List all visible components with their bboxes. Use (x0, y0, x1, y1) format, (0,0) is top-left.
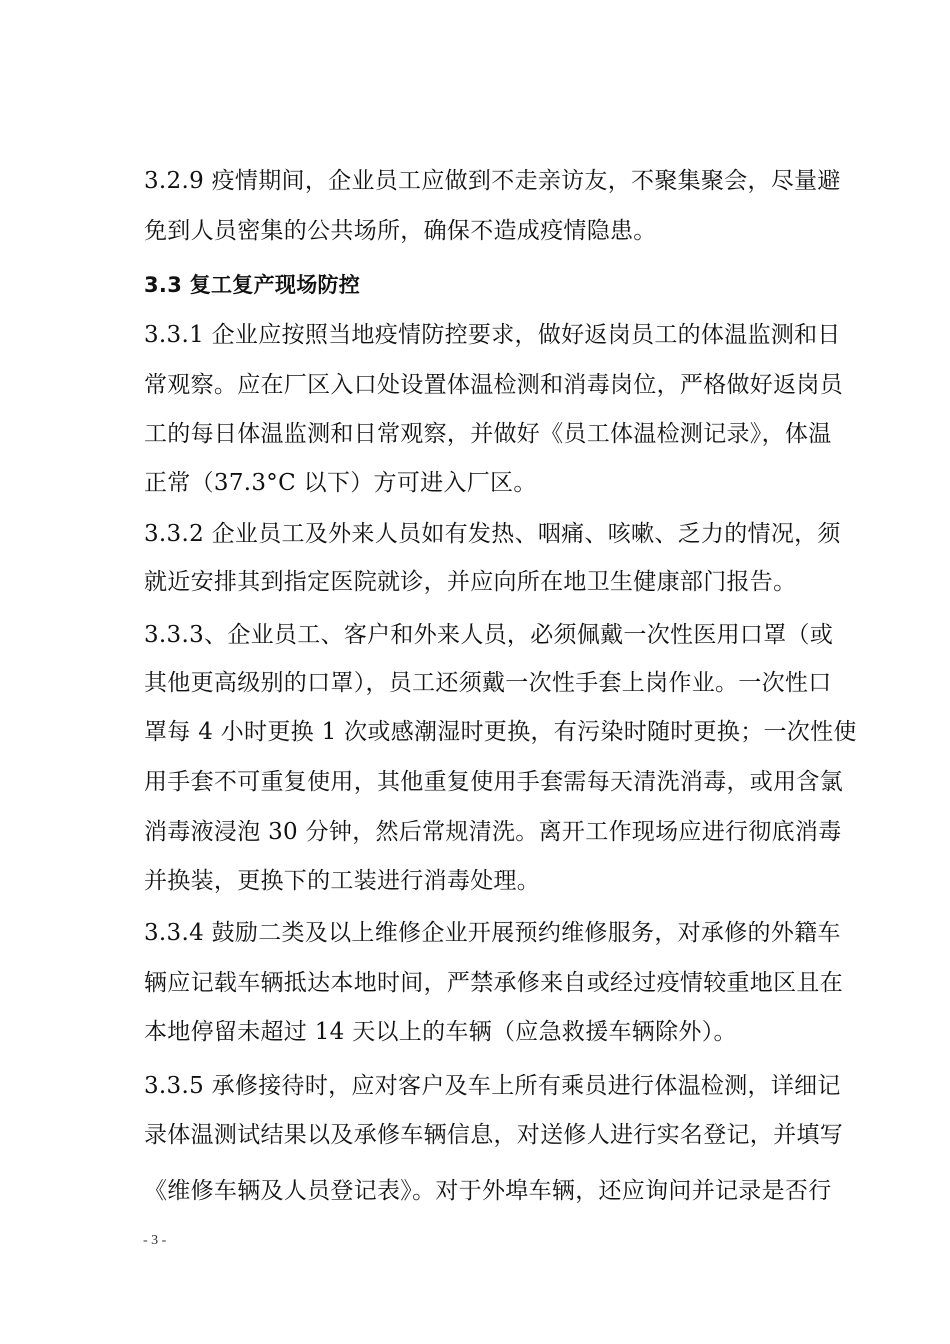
paragraph-3-3-1-line-2: 常观察。应在厂区入口处设置体温检测和消毒岗位，严格做好返岗员 (144, 372, 843, 398)
paragraph-3-3-4-line-3: 本地停留未超过 14 天以上的车辆（应急救援车辆除外）。 (144, 1019, 737, 1045)
paragraph-3-3-3-line-3: 罩每 4 小时更换 1 次或感潮湿时更换，有污染时随时更换；一次性使 (144, 719, 857, 745)
paragraph-3-3-1-line-3: 工的每日体温监测和日常观察，并做好《员工体温检测记录》，体温 (144, 421, 832, 447)
paragraph-3-3-3-line-1: 3.3.3、企业员工、客户和外来人员，必须佩戴一次性医用口罩（或 (144, 622, 834, 648)
paragraph-3-3-2-line-2: 就近安排其到指定医院就诊，并应向所在地卫生健康部门报告。 (144, 569, 797, 595)
paragraph-3-3-2-line-1: 3.3.2 企业员工及外来人员如有发热、咽痛、咳嗽、乏力的情况，须 (144, 521, 841, 547)
paragraph-3-3-3-line-2: 其他更高级别的口罩），员工还须戴一次性手套上岗作业。一次性口 (144, 670, 832, 696)
paragraph-3-3-3-line-6: 并换装，更换下的工装进行消毒处理。 (144, 868, 541, 894)
paragraph-3-3-3-line-4: 用手套不可重复使用，其他重复使用手套需每天清洗消毒，或用含氯 (144, 769, 843, 795)
paragraph-3-3-5-line-2: 录体温测试结果以及承修车辆信息，对送修人进行实名登记，并填写 (144, 1122, 843, 1148)
paragraph-3-3-5-line-3: 《维修车辆及人员登记表》。对于外埠车辆，还应询问并记录是否行 (144, 1178, 832, 1204)
paragraph-3-2-9-line-1: 3.2.9 疫情期间，企业员工应做到不走亲访友，不聚集聚会，尽量避 (144, 168, 841, 194)
paragraph-3-3-1-line-1: 3.3.1 企业应按照当地疫情防控要求，做好返岗员工的体温监测和日 (144, 322, 841, 348)
page-number: - 3 - (143, 1233, 167, 1248)
paragraph-3-3-4-line-1: 3.3.4 鼓励二类及以上维修企业开展预约维修服务，对承修的外籍车 (144, 920, 841, 946)
section-heading-3-3: 3.3 复工复产现场防控 (144, 273, 361, 297)
paragraph-3-3-4-line-2: 辆应记载车辆抵达本地时间，严禁承修来自或经过疫情较重地区且在 (144, 970, 843, 996)
paragraph-3-3-5-line-1: 3.3.5 承修接待时，应对客户及车上所有乘员进行体温检测，详细记 (144, 1073, 841, 1099)
paragraph-3-3-1-line-4: 正常（37.3°C 以下）方可进入厂区。 (144, 470, 537, 496)
paragraph-3-2-9-line-2: 免到人员密集的公共场所，确保不造成疫情隐患。 (144, 218, 657, 244)
paragraph-3-3-3-line-5: 消毒液浸泡 30 分钟，然后常规清洗。离开工作现场应进行彻底消毒 (144, 819, 842, 845)
